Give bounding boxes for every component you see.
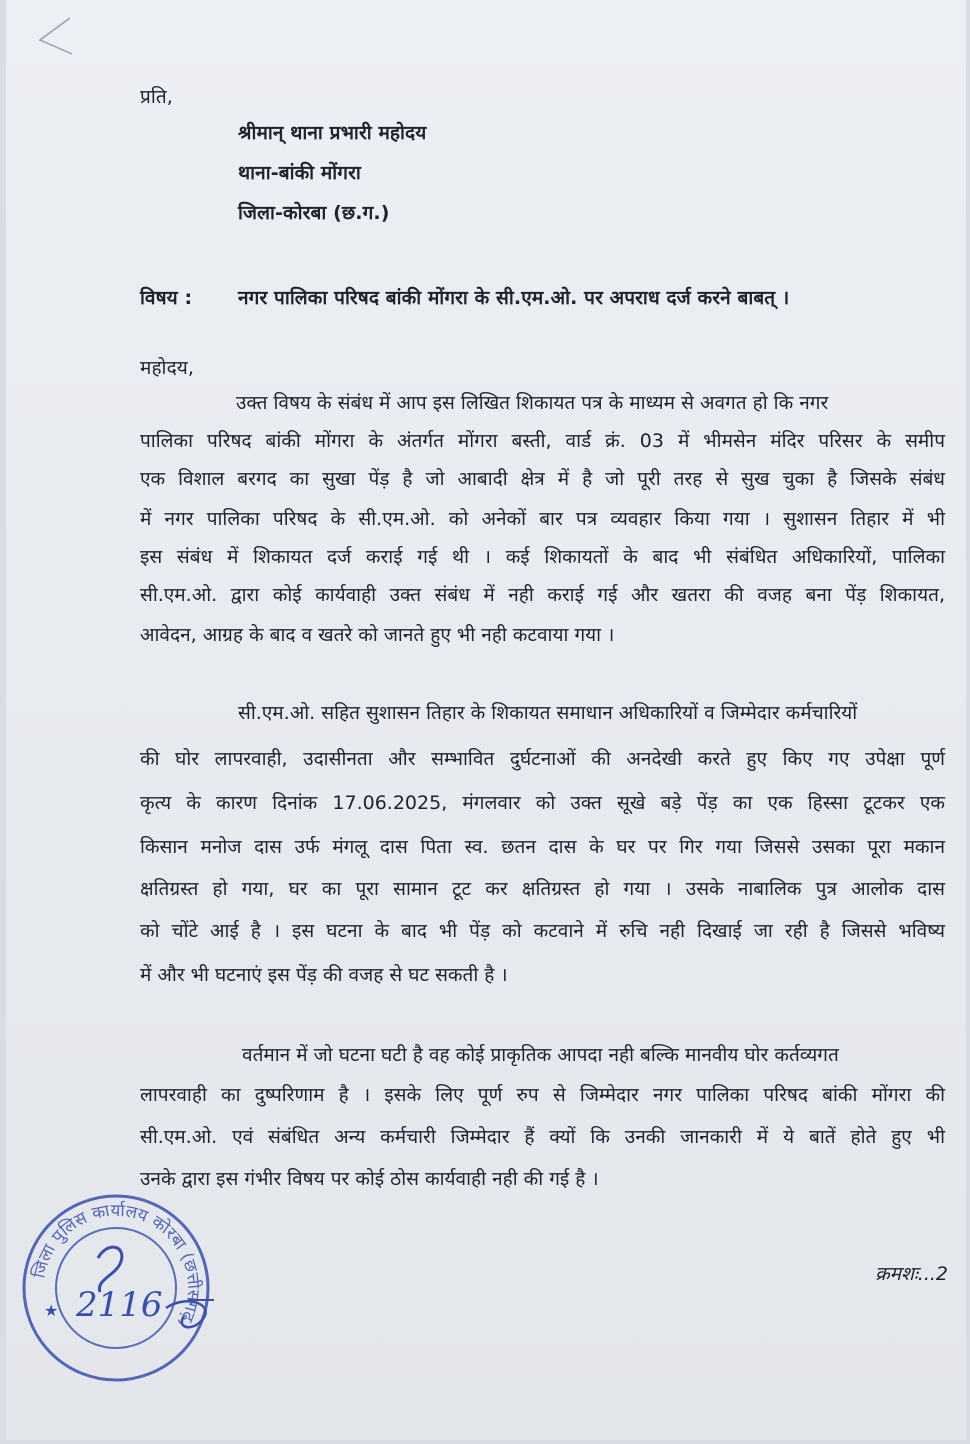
continuation-marker: क्रमशः...2 bbox=[875, 1263, 948, 1285]
subject-label: विषय : bbox=[140, 287, 193, 309]
paragraph-1-line: पालिका परिषद बांकी मोंगरा के अंतर्गत मोंगरा बस्ती, वार्ड क्रं. 03 में भीमसेन मंदिर परिसर के समीप bbox=[140, 430, 945, 452]
salutation: महोदय, bbox=[140, 357, 195, 379]
subject-text: नगर पालिका परिषद बांकी मोंगरा के सी.एम.ओ. पर अपराध दर्ज करने बाबत् । bbox=[238, 287, 790, 309]
paragraph-3-line: सी.एम.ओ. एवं संबंधित अन्य कर्मचारी जिम्मेदार हैं क्यों कि उनकी जानकारी में ये बातें होते हुए भी bbox=[140, 1126, 945, 1148]
paragraph-3-line: लापरवाही का दुष्परिणाम है । इसके लिए पूर्ण रुप से जिम्मेदार नगर पालिका परिषद बांकी मोंगरा की bbox=[140, 1084, 945, 1106]
paragraph-1-line: में नगर पालिका परिषद के सी.एम.ओ. को अनेकों बार पत्र व्यवहार किया गया । सुशासन तिहार में भी bbox=[140, 508, 945, 530]
paragraph-1-line: एक विशाल बरगद का सुखा पेंड़ है जो आबादी क्षेत्र में है जो पूरी तरह से सुख चुका है जिसके संबंध bbox=[140, 468, 945, 490]
paragraph-3-line: उनके द्वारा इस गंभीर विषय पर कोई ठोस कार्यवाही नही की गई है । bbox=[140, 1168, 599, 1190]
office-stamp bbox=[16, 1188, 216, 1388]
paragraph-2-line: को चोंटे आई है । इस घटना के बाद भी पेंड़ को कटवाने में रुचि नही दिखाई जा रही है जिससे भविष्य bbox=[140, 920, 945, 942]
paragraph-1-line: इस संबंध में शिकायत दर्ज कराई गई थी । कई शिकायतों के बाद भी संबंधित अधिकारियों, पालिका bbox=[140, 546, 945, 568]
paragraph-1-line: उक्त विषय के संबंध में आप इस लिखित शिकायत पत्र के माध्यम से अवगत हो कि नगर bbox=[236, 392, 829, 414]
paragraph-2-line: सी.एम.ओ. सहित सुशासन तिहार के शिकायत समाधान अधिकारियों व जिम्मेदार कर्मचारियों bbox=[238, 702, 858, 724]
recipient-line-2: थाना-बांकी मोंगरा bbox=[238, 162, 361, 184]
paragraph-2-line: की घोर लापरवाही, उदासीनता और सम्भावित दुर्घटनाओं की अनदेखी करते हुए किए गए उपेक्षा पूर्ण bbox=[140, 748, 945, 770]
paragraph-2-line: क्षतिग्रस्त हो गया, घर का पूरा सामान टूट कर क्षतिग्रस्त हो गया । उसके नाबालिक पुत्र आलोक दास bbox=[140, 878, 945, 900]
paragraph-1-line: आवेदन, आग्रह के बाद व खतरे को जानते हुए भी नही कटवाया गया । bbox=[140, 624, 615, 646]
paragraph-3-line: वर्तमान में जो घटना घटी है वह कोई प्राकृतिक आपदा नही बल्कि मानवीय घोर कर्तव्यगत bbox=[242, 1044, 839, 1066]
pencil-mark bbox=[26, 10, 86, 60]
svg-text:★: ★ bbox=[44, 1301, 59, 1320]
paragraph-1-line: सी.एम.ओ. द्वारा कोई कार्यवाही उक्त संबंध में नही कराई गई और खतरा की वजह बना पेंड़ शिकायत, bbox=[140, 584, 945, 606]
stamp-handwritten-number: 2116 bbox=[76, 1285, 163, 1325]
recipient-line-3: जिला-कोरबा (छ.ग.) bbox=[238, 202, 390, 224]
to-label: प्रति, bbox=[140, 86, 173, 108]
recipient-line-1: श्रीमान् थाना प्रभारी महोदय bbox=[238, 122, 427, 144]
letter-page bbox=[6, 0, 966, 1440]
paragraph-2-line: कृत्य के कारण दिनांक 17.06.2025, मंगलवार को उक्त सूखे बड़े पेंड़ का एक हिस्सा टूटकर एक bbox=[140, 792, 945, 814]
stamp-ring-text: जिला पुलिस कार्यालय कोरबा (छत्तीसगढ़) bbox=[29, 1200, 204, 1332]
paragraph-2-line: किसान मनोज दास उर्फ मंगलू दास पिता स्व. छतन दास के घर पर गिर गया जिससे उसका पूरा मकान bbox=[140, 836, 945, 858]
paragraph-2-line: में और भी घटनाएं इस पेंड़ की वजह से घट सकती है । bbox=[140, 964, 508, 986]
